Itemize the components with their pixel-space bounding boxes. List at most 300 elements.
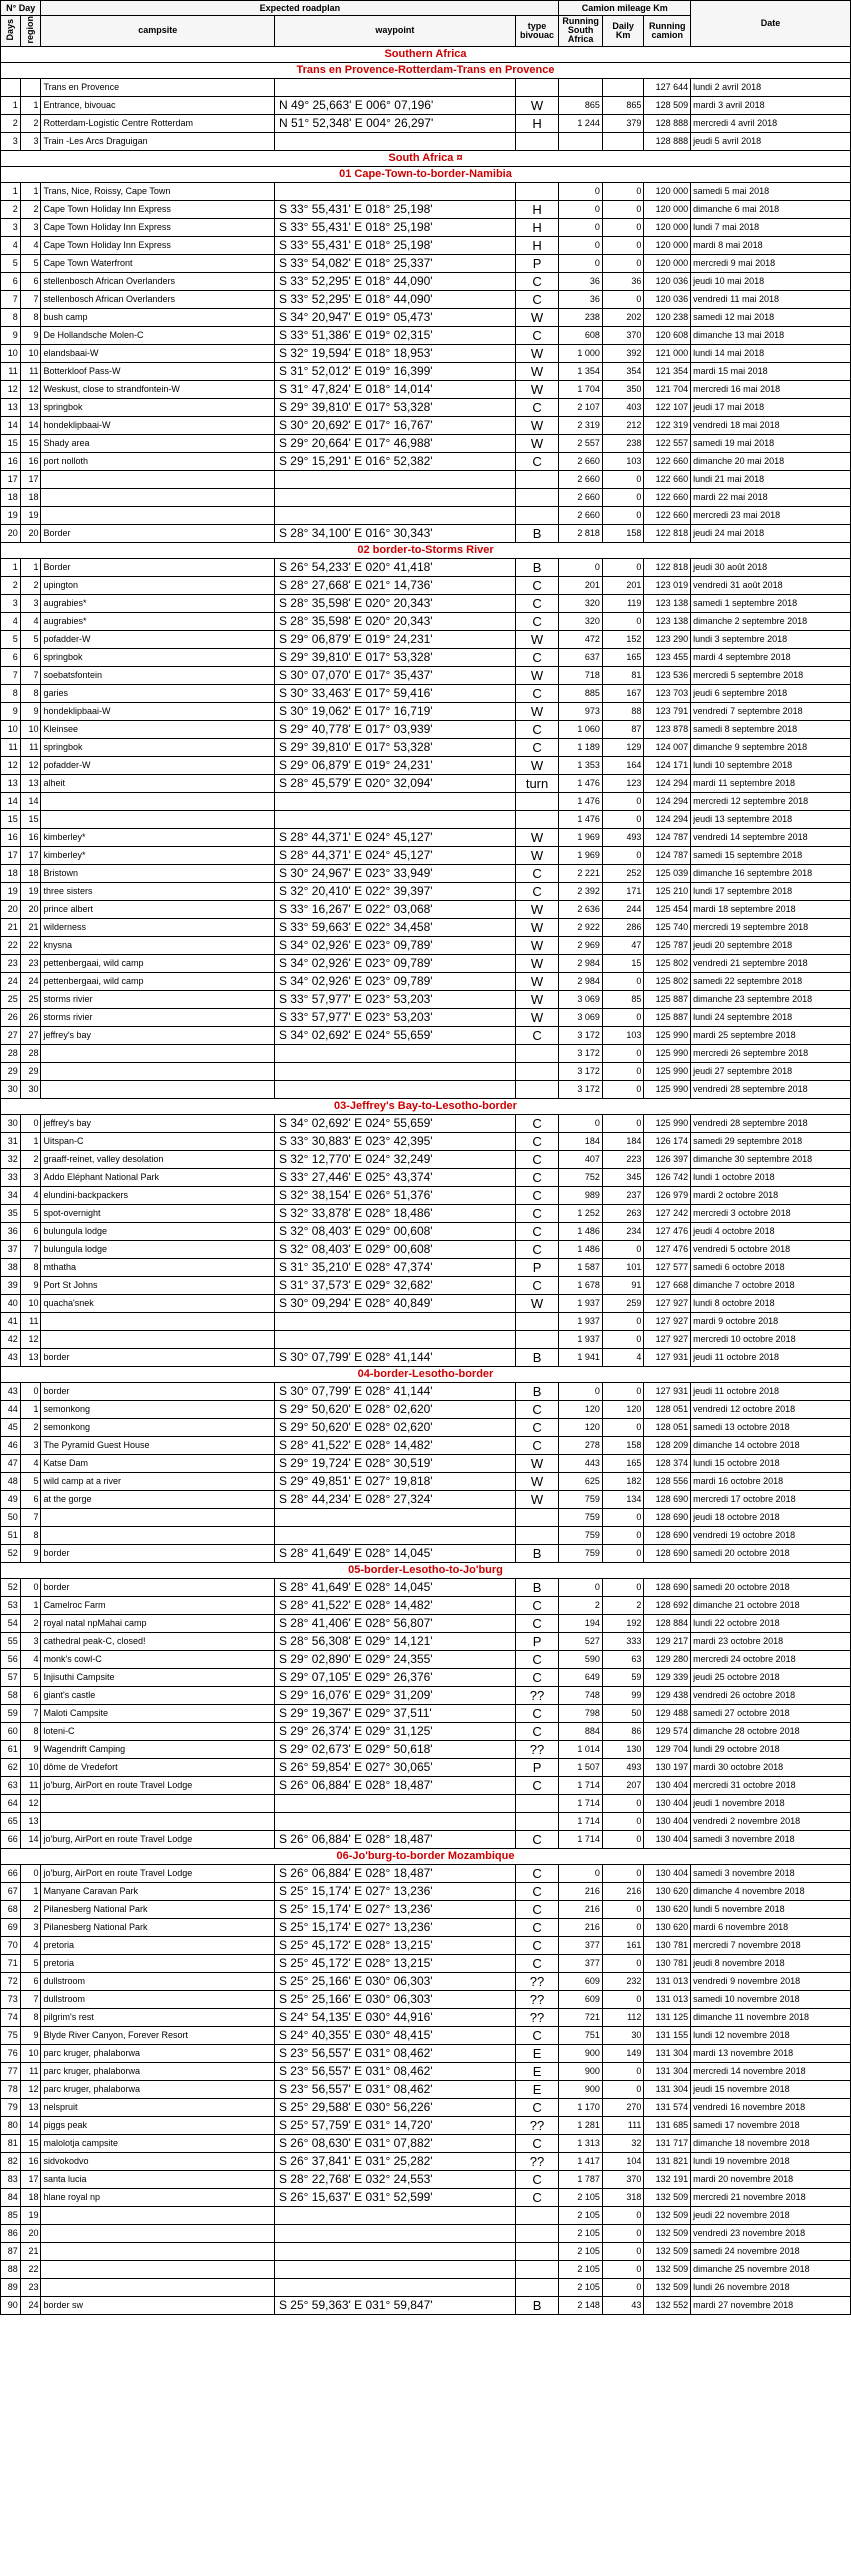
running-sa-cell: 900 (559, 2062, 603, 2080)
daily-km-cell: 263 (602, 1204, 644, 1222)
date-cell: mercredi 5 septembre 2018 (691, 666, 851, 684)
running-camion-cell: 128 888 (644, 132, 691, 150)
type-cell (515, 1812, 559, 1830)
running-sa-cell: 637 (559, 648, 603, 666)
running-sa-cell: 2 105 (559, 2206, 603, 2224)
running-sa-cell: 0 (559, 200, 603, 218)
region-cell: 16 (20, 828, 41, 846)
type-cell: C (515, 612, 559, 630)
day-cell: 30 (1, 1080, 21, 1098)
campsite-cell: royal natal npMahai camp (41, 1614, 275, 1632)
daily-km-cell: 120 (602, 1400, 644, 1418)
section-header (1, 150, 851, 166)
campsite-cell: Cape Town Holiday Inn Express (41, 218, 275, 236)
day-cell: 66 (1, 1830, 21, 1848)
daily-km-cell: 81 (602, 666, 644, 684)
waypoint-cell: S 32° 20,410' E 022° 39,397' (274, 882, 515, 900)
region-cell: 7 (20, 666, 41, 684)
campsite-cell: dullstroom (41, 1972, 275, 1990)
region-cell: 10 (20, 1758, 41, 1776)
running-camion-cell: 123 703 (644, 684, 691, 702)
waypoint-cell: S 31° 37,573' E 029° 32,682' (274, 1276, 515, 1294)
date-cell: jeudi 22 novembre 2018 (691, 2206, 851, 2224)
table-row (1, 1668, 851, 1686)
region-cell: 11 (20, 738, 41, 756)
header-row-top (1, 1, 851, 16)
date-cell: mercredi 24 octobre 2018 (691, 1650, 851, 1668)
waypoint-cell: S 32° 38,154' E 026° 51,376' (274, 1186, 515, 1204)
date-cell: dimanche 9 septembre 2018 (691, 738, 851, 756)
waypoint-cell: S 30° 33,463' E 017° 59,416' (274, 684, 515, 702)
day-cell: 40 (1, 1294, 21, 1312)
day-cell: 52 (1, 1544, 21, 1562)
running-camion-cell: 120 000 (644, 254, 691, 272)
section-title: South Africa ¤ (1, 150, 851, 166)
running-camion-cell: 123 138 (644, 594, 691, 612)
region-cell: 7 (20, 290, 41, 308)
campsite-cell: santa lucia (41, 2170, 275, 2188)
date-cell: lundi 12 novembre 2018 (691, 2026, 851, 2044)
day-cell: 75 (1, 2026, 21, 2044)
running-sa-cell: 989 (559, 1186, 603, 1204)
table-row (1, 2026, 851, 2044)
running-camion-cell: 122 818 (644, 524, 691, 542)
daily-km-cell: 0 (602, 810, 644, 828)
day-cell: 50 (1, 1508, 21, 1526)
region-cell: 1 (20, 182, 41, 200)
table-row (1, 2206, 851, 2224)
table-row (1, 380, 851, 398)
table-row (1, 2170, 851, 2188)
running-sa-cell: 443 (559, 1454, 603, 1472)
table-row (1, 1614, 851, 1632)
running-camion-cell: 127 927 (644, 1294, 691, 1312)
type-cell: W (515, 702, 559, 720)
day-cell: 5 (1, 630, 21, 648)
date-cell: samedi 8 septembre 2018 (691, 720, 851, 738)
region-cell: 5 (20, 1204, 41, 1222)
campsite-cell: wild camp at a river (41, 1472, 275, 1490)
campsite-cell: Pilanesberg National Park (41, 1900, 275, 1918)
waypoint-cell: S 30° 09,294' E 028° 40,849' (274, 1294, 515, 1312)
campsite-cell (41, 1812, 275, 1830)
table-row (1, 488, 851, 506)
running-sa-cell: 748 (559, 1686, 603, 1704)
day-cell: 10 (1, 720, 21, 738)
campsite-cell: upington (41, 576, 275, 594)
campsite-cell: port nolloth (41, 452, 275, 470)
campsite-cell: elundini-backpackers (41, 1186, 275, 1204)
running-sa-cell: 884 (559, 1722, 603, 1740)
running-sa-cell: 1 417 (559, 2152, 603, 2170)
region-cell: 15 (20, 434, 41, 452)
day-cell: 60 (1, 1722, 21, 1740)
day-cell: 16 (1, 452, 21, 470)
date-cell: jeudi 10 mai 2018 (691, 272, 851, 290)
daily-km-cell: 129 (602, 738, 644, 756)
campsite-cell (41, 2260, 275, 2278)
table-row (1, 132, 851, 150)
day-cell: 58 (1, 1686, 21, 1704)
table-row (1, 326, 851, 344)
running-sa-cell: 1 486 (559, 1240, 603, 1258)
region-cell: 28 (20, 1044, 41, 1062)
running-sa-cell: 1 000 (559, 344, 603, 362)
campsite-cell: elandsbaai-W (41, 344, 275, 362)
region-cell: 6 (20, 272, 41, 290)
table-row (1, 846, 851, 864)
region-cell: 12 (20, 1330, 41, 1348)
waypoint-cell: S 34° 02,926' E 023° 09,789' (274, 972, 515, 990)
daily-km-cell: 15 (602, 954, 644, 972)
running-sa-cell: 238 (559, 308, 603, 326)
running-sa-cell: 2 636 (559, 900, 603, 918)
type-cell: B (515, 1578, 559, 1596)
campsite-cell (41, 2242, 275, 2260)
day-cell: 3 (1, 132, 21, 150)
waypoint-cell (274, 2206, 515, 2224)
date-cell: samedi 22 septembre 2018 (691, 972, 851, 990)
date-cell: mardi 2 octobre 2018 (691, 1186, 851, 1204)
running-sa-cell: 2 392 (559, 882, 603, 900)
date-cell: lundi 1 octobre 2018 (691, 1168, 851, 1186)
type-cell (515, 1062, 559, 1080)
campsite-cell: hlane royal np (41, 2188, 275, 2206)
day-cell: 33 (1, 1168, 21, 1186)
day-cell: 57 (1, 1668, 21, 1686)
waypoint-cell: S 25° 57,759' E 031° 14,720' (274, 2116, 515, 2134)
region-cell: 9 (20, 1740, 41, 1758)
waypoint-cell: S 23° 56,557' E 031° 08,462' (274, 2044, 515, 2062)
waypoint-cell: S 33° 52,295' E 018° 44,090' (274, 290, 515, 308)
daily-km-cell: 111 (602, 2116, 644, 2134)
waypoint-cell (274, 1044, 515, 1062)
waypoint-cell: S 30° 07,070' E 017° 35,437' (274, 666, 515, 684)
waypoint-cell: S 28° 41,406' E 028° 56,807' (274, 1614, 515, 1632)
day-cell: 10 (1, 344, 21, 362)
type-cell: C (515, 1150, 559, 1168)
region-cell: 3 (20, 1168, 41, 1186)
table-row (1, 1294, 851, 1312)
running-camion-cell: 128 209 (644, 1436, 691, 1454)
running-camion-cell: 127 927 (644, 1312, 691, 1330)
region-cell: 19 (20, 506, 41, 524)
campsite-cell: giant's castle (41, 1686, 275, 1704)
date-cell: mercredi 14 novembre 2018 (691, 2062, 851, 2080)
region-cell: 10 (20, 344, 41, 362)
waypoint-cell: S 33° 54,082' E 018° 25,337' (274, 254, 515, 272)
table-row (1, 114, 851, 132)
date-cell: samedi 29 septembre 2018 (691, 1132, 851, 1150)
region-cell: 0 (20, 1114, 41, 1132)
date-cell: mercredi 7 novembre 2018 (691, 1936, 851, 1954)
campsite-cell: wilderness (41, 918, 275, 936)
date-cell: mercredi 23 mai 2018 (691, 506, 851, 524)
running-camion-cell: 124 787 (644, 828, 691, 846)
region-cell: 15 (20, 2134, 41, 2152)
day-cell: 1 (1, 182, 21, 200)
region-cell: 20 (20, 524, 41, 542)
date-cell: lundi 14 mai 2018 (691, 344, 851, 362)
running-sa-cell: 216 (559, 1918, 603, 1936)
table-row (1, 936, 851, 954)
day-cell: 4 (1, 612, 21, 630)
date-cell: samedi 3 novembre 2018 (691, 1864, 851, 1882)
running-camion-cell: 131 304 (644, 2044, 691, 2062)
daily-km-cell: 0 (602, 470, 644, 488)
type-cell: C (515, 1650, 559, 1668)
campsite-header: campsite (41, 16, 275, 47)
campsite-cell: bulungula lodge (41, 1222, 275, 1240)
campsite-cell: De Hollandsche Molen-C (41, 326, 275, 344)
campsite-cell: semonkong (41, 1418, 275, 1436)
running-sa-cell: 2 818 (559, 524, 603, 542)
region-cell: 16 (20, 452, 41, 470)
date-cell: jeudi 30 août 2018 (691, 558, 851, 576)
day-cell: 39 (1, 1276, 21, 1294)
campsite-cell: jo'burg, AirPort en route Travel Lodge (41, 1864, 275, 1882)
running-camion-cell: 123 791 (644, 702, 691, 720)
type-cell: ?? (515, 2152, 559, 2170)
waypoint-cell: S 28° 35,598' E 020° 20,343' (274, 612, 515, 630)
region-cell: 11 (20, 362, 41, 380)
day-cell: 6 (1, 648, 21, 666)
waypoint-cell: S 28° 41,649' E 028° 14,045' (274, 1578, 515, 1596)
type-cell: B (515, 1382, 559, 1400)
date-cell: samedi 6 octobre 2018 (691, 1258, 851, 1276)
date-cell: vendredi 9 novembre 2018 (691, 1972, 851, 1990)
date-cell: dimanche 7 octobre 2018 (691, 1276, 851, 1294)
region-cell: 17 (20, 470, 41, 488)
waypoint-cell: S 29° 50,620' E 028° 02,620' (274, 1400, 515, 1418)
type-cell: W (515, 416, 559, 434)
running-sa-cell: 1 281 (559, 2116, 603, 2134)
table-row (1, 2296, 851, 2314)
running-sa-cell: 752 (559, 1168, 603, 1186)
date-cell: mardi 8 mai 2018 (691, 236, 851, 254)
waypoint-cell: S 25° 45,172' E 028° 13,215' (274, 1954, 515, 1972)
day-cell: 85 (1, 2206, 21, 2224)
region-cell (20, 78, 41, 96)
table-row (1, 810, 851, 828)
day-cell: 52 (1, 1578, 21, 1596)
running-sa-cell: 0 (559, 182, 603, 200)
campsite-cell: spot-overnight (41, 1204, 275, 1222)
campsite-cell (41, 470, 275, 488)
day-cell: 1 (1, 96, 21, 114)
day-cell: 15 (1, 434, 21, 452)
region-cell: 5 (20, 1954, 41, 1972)
date-cell: dimanche 14 octobre 2018 (691, 1436, 851, 1454)
waypoint-cell (274, 182, 515, 200)
type-cell: C (515, 1186, 559, 1204)
running-sa-cell: 0 (559, 1382, 603, 1400)
campsite-cell: Trans en Provence (41, 78, 275, 96)
running-camion-cell: 125 990 (644, 1114, 691, 1132)
table-row (1, 1812, 851, 1830)
region-cell: 17 (20, 846, 41, 864)
campsite-cell: Weskust, close to strandfontein-W (41, 380, 275, 398)
running-camion-cell: 120 238 (644, 308, 691, 326)
daily-km-cell: 30 (602, 2026, 644, 2044)
campsite-cell: Manyane Caravan Park (41, 1882, 275, 1900)
waypoint-cell (274, 1812, 515, 1830)
region-cell: 10 (20, 720, 41, 738)
daily-km-cell: 99 (602, 1686, 644, 1704)
running-camion-cell: 129 704 (644, 1740, 691, 1758)
daily-km-cell: 171 (602, 882, 644, 900)
section-title: Trans en Provence-Rotterdam-Trans en Provence (1, 62, 851, 78)
campsite-cell: garies (41, 684, 275, 702)
running-sa-cell: 751 (559, 2026, 603, 2044)
campsite-cell: piggs peak (41, 2116, 275, 2134)
running-camion-cell: 131 013 (644, 1972, 691, 1990)
daily-km-cell: 0 (602, 1312, 644, 1330)
running-sa-cell: 2 984 (559, 972, 603, 990)
waypoint-cell: S 25° 59,363' E 031° 59,847' (274, 2296, 515, 2314)
daily-km-cell: 47 (602, 936, 644, 954)
table-row (1, 1864, 851, 1882)
region-cell: 12 (20, 2080, 41, 2098)
running-camion-cell: 131 304 (644, 2062, 691, 2080)
day-cell: 2 (1, 576, 21, 594)
running-sa-cell: 2 107 (559, 398, 603, 416)
waypoint-cell: S 30° 07,799' E 028° 41,144' (274, 1348, 515, 1366)
table-row (1, 1596, 851, 1614)
running-camion-cell: 130 781 (644, 1954, 691, 1972)
table-row (1, 2008, 851, 2026)
daily-km-cell: 0 (602, 1080, 644, 1098)
table-row (1, 900, 851, 918)
running-camion-cell: 124 294 (644, 810, 691, 828)
type-cell: W (515, 990, 559, 1008)
table-row (1, 1400, 851, 1418)
date-cell: vendredi 31 août 2018 (691, 576, 851, 594)
running-camion-cell: 132 509 (644, 2206, 691, 2224)
running-sa-cell: 1 486 (559, 1222, 603, 1240)
day-cell: 35 (1, 1204, 21, 1222)
type-cell: ?? (515, 1740, 559, 1758)
running-camion-cell: 125 990 (644, 1026, 691, 1044)
running-sa-cell: 2 105 (559, 2278, 603, 2296)
type-cell: W (515, 954, 559, 972)
daily-km-cell: 0 (602, 972, 644, 990)
table-row (1, 702, 851, 720)
running-camion-cell: 124 294 (644, 792, 691, 810)
running-camion-cell: 130 404 (644, 1812, 691, 1830)
waypoint-cell: S 29° 06,879' E 019° 24,231' (274, 630, 515, 648)
type-cell: C (515, 882, 559, 900)
running-camion-cell: 126 397 (644, 1150, 691, 1168)
running-camion-cell: 127 927 (644, 1330, 691, 1348)
running-camion-cell: 130 404 (644, 1776, 691, 1794)
campsite-cell: stellenbosch African Overlanders (41, 272, 275, 290)
date-cell: dimanche 30 septembre 2018 (691, 1150, 851, 1168)
table-row (1, 1348, 851, 1366)
region-cell: 3 (20, 132, 41, 150)
type-cell (515, 1312, 559, 1330)
date-cell: vendredi 19 octobre 2018 (691, 1526, 851, 1544)
daily-km-cell: 184 (602, 1132, 644, 1150)
campsite-cell: Port St Johns (41, 1276, 275, 1294)
campsite-cell: Bristown (41, 864, 275, 882)
running-sa-cell: 2 557 (559, 434, 603, 452)
date-cell: lundi 17 septembre 2018 (691, 882, 851, 900)
campsite-cell: Wagendrift Camping (41, 1740, 275, 1758)
running-sa-cell: 2 221 (559, 864, 603, 882)
day-cell: 42 (1, 1330, 21, 1348)
region-cell: 15 (20, 810, 41, 828)
type-cell (515, 1508, 559, 1526)
campsite-cell: springbok (41, 398, 275, 416)
daily-km-cell: 0 (602, 2260, 644, 2278)
date-cell: mercredi 4 avril 2018 (691, 114, 851, 132)
running-sa-cell: 973 (559, 702, 603, 720)
table-row (1, 1650, 851, 1668)
running-sa-cell: 1 476 (559, 792, 603, 810)
date-cell: dimanche 28 octobre 2018 (691, 1722, 851, 1740)
table-row (1, 1258, 851, 1276)
running-sa-cell: 1 476 (559, 774, 603, 792)
date-cell: mercredi 3 octobre 2018 (691, 1204, 851, 1222)
campsite-cell: jeffrey's bay (41, 1026, 275, 1044)
table-row (1, 272, 851, 290)
running-camion-cell: 120 000 (644, 236, 691, 254)
campsite-cell (41, 1062, 275, 1080)
campsite-cell (41, 810, 275, 828)
date-cell: samedi 13 octobre 2018 (691, 1418, 851, 1436)
table-row (1, 990, 851, 1008)
camion-mileage-header: Camion mileage Km (559, 1, 691, 16)
date-cell: mercredi 31 octobre 2018 (691, 1776, 851, 1794)
daily-km-cell: 493 (602, 828, 644, 846)
campsite-cell: Katse Dam (41, 1454, 275, 1472)
table-row (1, 344, 851, 362)
running-camion-cell: 125 990 (644, 1062, 691, 1080)
day-cell: 43 (1, 1382, 21, 1400)
waypoint-cell: S 29° 40,778' E 017° 03,939' (274, 720, 515, 738)
table-row (1, 648, 851, 666)
table-row (1, 2224, 851, 2242)
date-cell: vendredi 14 septembre 2018 (691, 828, 851, 846)
type-cell (515, 1044, 559, 1062)
daily-km-cell: 0 (602, 1008, 644, 1026)
running-sa-cell: 2 148 (559, 2296, 603, 2314)
campsite-cell: parc kruger, phalaborwa (41, 2044, 275, 2062)
campsite-cell: jo'burg, AirPort en route Travel Lodge (41, 1830, 275, 1848)
day-cell: 65 (1, 1812, 21, 1830)
waypoint-cell (274, 132, 515, 150)
region-cell: 9 (20, 326, 41, 344)
region-cell: 5 (20, 630, 41, 648)
running-sa-cell: 2 984 (559, 954, 603, 972)
type-cell: C (515, 1936, 559, 1954)
section-header (1, 62, 851, 78)
date-cell: dimanche 25 novembre 2018 (691, 2260, 851, 2278)
date-header: Date (691, 1, 851, 47)
expected-roadplan-header: Expected roadplan (41, 1, 559, 16)
table-row (1, 1954, 851, 1972)
running-sa-cell: 1 969 (559, 828, 603, 846)
region-cell: 2 (20, 1900, 41, 1918)
daily-km-cell: 286 (602, 918, 644, 936)
type-cell: C (515, 864, 559, 882)
table-row (1, 720, 851, 738)
waypoint-cell: S 26° 37,841' E 031° 25,282' (274, 2152, 515, 2170)
campsite-cell: hondeklipbaai-W (41, 416, 275, 434)
daily-km-cell: 0 (602, 846, 644, 864)
date-cell: jeudi 20 septembre 2018 (691, 936, 851, 954)
